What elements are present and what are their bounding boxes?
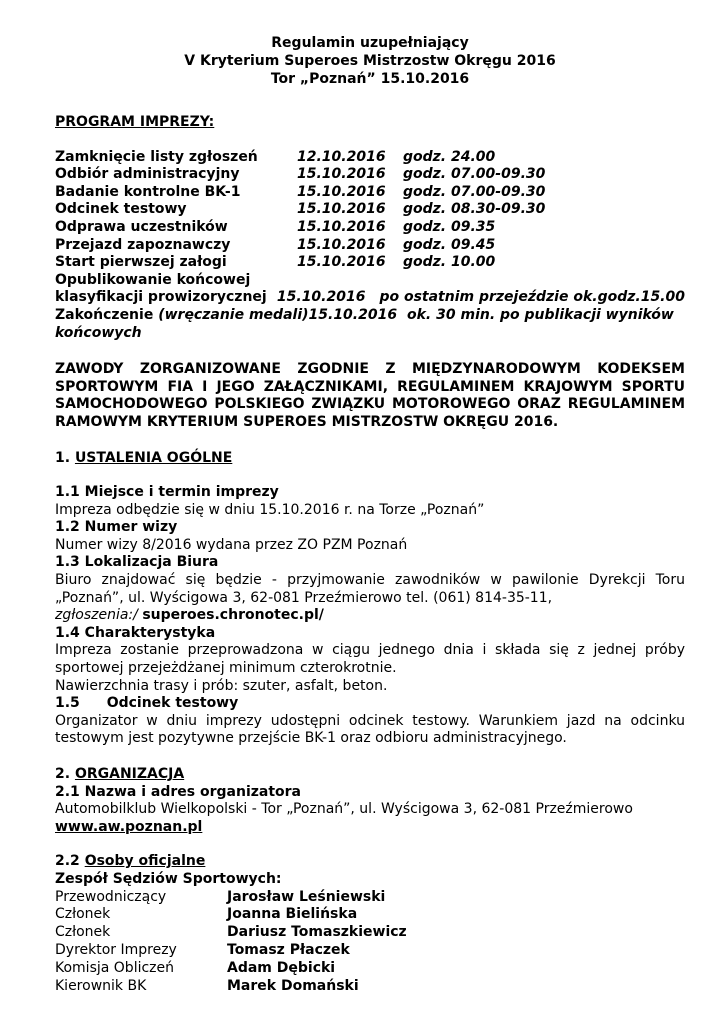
schedule-label: klasyfikacji prowizorycznej: [55, 289, 267, 306]
schedule-label-note: (wręczanie medali): [158, 306, 309, 323]
official-name: Jarosław Leśniewski: [227, 888, 386, 905]
schedule-label: Badanie kontrolne BK-1: [55, 183, 241, 200]
section-2-number: 2.: [55, 766, 71, 782]
s15-number: 1.5: [55, 695, 80, 712]
document-page: [55, 34, 685, 995]
s14-title: 1.4 Charakterystyka: [55, 624, 216, 641]
program-schedule: [55, 149, 685, 343]
section-1-title: USTALENIA OGÓLNE: [74, 449, 233, 466]
s21-text: Automobilklub Wielkopolski - Tor „Poznań”, ul. Wyścigowa 3, 62-081 Przeźmierowo: [55, 801, 633, 818]
schedule-row: [55, 149, 685, 167]
section-1-number: 1.: [55, 449, 71, 466]
schedule-time: godz. 09.45: [403, 236, 496, 253]
schedule-date: 15.10.2016: [297, 183, 386, 200]
s12-text: Numer wizy 8/2016 wydana przez ZO PZM Poznań: [55, 536, 408, 553]
schedule-date: 15.10.2016: [297, 201, 386, 218]
section-2-title: ORGANIZACJA: [74, 766, 185, 782]
official-role: Członek: [55, 924, 111, 941]
schedule-row: [55, 289, 685, 307]
schedule-date: 15.10.2016: [297, 254, 386, 271]
schedule-time: godz. 24.00: [403, 148, 496, 165]
schedule-time: ok. 30 min. po publikacji wyników: [407, 306, 674, 323]
schedule-label: Start pierwszej załogi: [55, 254, 227, 271]
schedule-date: 15.10.2016: [297, 218, 386, 235]
s21-title: 2.1 Nazwa i adres organizatora: [55, 783, 302, 800]
official-name: Dariusz Tomaszkiewicz: [227, 924, 407, 941]
official-name: Tomasz Płaczek: [227, 941, 350, 958]
s22-title: Osoby oficjalne: [84, 853, 206, 870]
schedule-row: [55, 254, 685, 272]
official-role: Przewodniczący: [55, 888, 167, 905]
header-line-1: Regulamin uzupełniający: [271, 35, 469, 51]
schedule-row: [55, 272, 685, 290]
s15-title-text: Odcinek testowy: [106, 695, 239, 712]
official-row: [55, 960, 685, 978]
schedule-row: [55, 219, 685, 237]
schedule-row: [55, 237, 685, 255]
schedule-date: 15.10.2016: [276, 289, 366, 306]
judges-title: Zespół Sędziów Sportowych:: [55, 870, 282, 887]
regulation-statement: ZAWODY ZORGANIZOWANE ZGODNIE Z MIĘDZYNARODOWYM KODEKSEM SPORTOWYM FIA I JEGO ZAŁĄCZNIKAMI, REGULAMINEM KRAJOWYM SPORTU SAMOCHODOWEGO POLSKIEGO ZWIĄZKU MOTOROWEGO ORAZ REGULAMINEM RAMOWYM KRYTERIUM SUPEROES MISTRZOSTW OKRĘGU 2016.: [55, 361, 685, 430]
schedule-date: 15.10.2016: [297, 236, 386, 253]
official-row: [55, 889, 685, 907]
schedule-label: Odcinek testowy: [55, 201, 187, 218]
official-row: [55, 942, 685, 960]
s13-text: Biuro znajdować się będzie - przyjmowanie zawodników w pawilonie Dyrekcji Toru „Poznań”, ul. Wyścigowa 3, 62-081 Przeźmierowo tel. (061) 814-35-11,: [55, 572, 685, 606]
s15-text: Organizator w dniu imprezy udostępni odcinek testowy. Warunkiem jazd na odcinku testowym jest pozytywne przejście BK-1 oraz odbioru administracyjnego.: [55, 712, 685, 747]
schedule-label: Zakończenie: [55, 306, 154, 323]
schedule-row: [55, 325, 685, 343]
schedule-label: Przejazd zapoznawczy: [55, 236, 231, 253]
schedule-row: [55, 201, 685, 219]
s11-text: Impreza odbędzie się w dniu 15.10.2016 r. na Torze „Poznań”: [55, 501, 485, 518]
official-role: Dyrektor Imprezy: [55, 941, 177, 958]
registration-link[interactable]: superoes.chronotec.pl/: [142, 607, 324, 624]
schedule-row: [55, 307, 685, 325]
schedule-label: Zamknięcie listy zgłoszeń: [55, 148, 258, 165]
official-role: Kierownik BK: [55, 977, 147, 994]
section-2-heading: [55, 766, 685, 784]
registration-label: zgłoszenia:/: [55, 607, 138, 624]
s22-number: 2.2: [55, 853, 80, 870]
official-role: Komisja Obliczeń: [55, 959, 175, 976]
schedule-time: godz. 10.00: [403, 254, 496, 271]
schedule-label: Odbiór administracyjny: [55, 166, 240, 183]
official-row: [55, 924, 685, 942]
schedule-time: godz. 08.30-09.30: [403, 201, 546, 218]
schedule-time: godz. 07.00-09.30: [403, 183, 546, 200]
organizer-website-link[interactable]: www.aw.poznan.pl: [55, 818, 203, 835]
header-line-3: Tor „Poznań” 15.10.2016: [270, 71, 470, 87]
officials-list: [55, 889, 685, 996]
official-row: [55, 978, 685, 996]
official-row: [55, 906, 685, 924]
s15-title: [55, 695, 685, 713]
schedule-date: 12.10.2016: [297, 148, 386, 165]
schedule-date: 15.10.2016: [297, 166, 386, 183]
schedule-time: po ostatnim przejeździe ok.godz.15.00: [379, 289, 685, 306]
s14-text: Impreza zostanie przeprowadzona w ciągu jednego dnia i składa się z jednej próby sportowej przejeżdżanej minimum czterokrotnie.: [55, 642, 685, 677]
schedule-row: [55, 166, 685, 184]
schedule-time: godz. 09.35: [403, 218, 496, 235]
s12-title: 1.2 Numer wizy: [55, 519, 178, 536]
official-role: Członek: [55, 906, 111, 923]
schedule-label: Opublikowanie końcowej: [55, 271, 251, 288]
official-name: Marek Domański: [227, 977, 359, 994]
s13-registration: [55, 607, 685, 625]
schedule-date: 15.10.2016: [308, 306, 398, 323]
document-header: [55, 34, 685, 88]
schedule-label-tail: końcowych: [55, 324, 142, 341]
s11-title: 1.1 Miejsce i termin imprezy: [55, 484, 279, 501]
s14-surface: Nawierzchnia trasy i prób: szuter, asfalt, beton.: [55, 677, 388, 694]
header-line-2: V Kryterium Superoes Mistrzostw Okręgu 2016: [184, 53, 556, 69]
s13-title: 1.3 Lokalizacja Biura: [55, 554, 219, 571]
schedule-label: Odprawa uczestników: [55, 218, 228, 235]
program-title: PROGRAM IMPREZY:: [55, 114, 215, 130]
s22-heading: [55, 853, 685, 871]
official-name: Adam Dębicki: [227, 959, 336, 976]
section-1-heading: [55, 450, 685, 468]
schedule-row: [55, 184, 685, 202]
schedule-time: godz. 07.00-09.30: [403, 166, 546, 183]
official-name: Joanna Bielińska: [227, 906, 358, 923]
